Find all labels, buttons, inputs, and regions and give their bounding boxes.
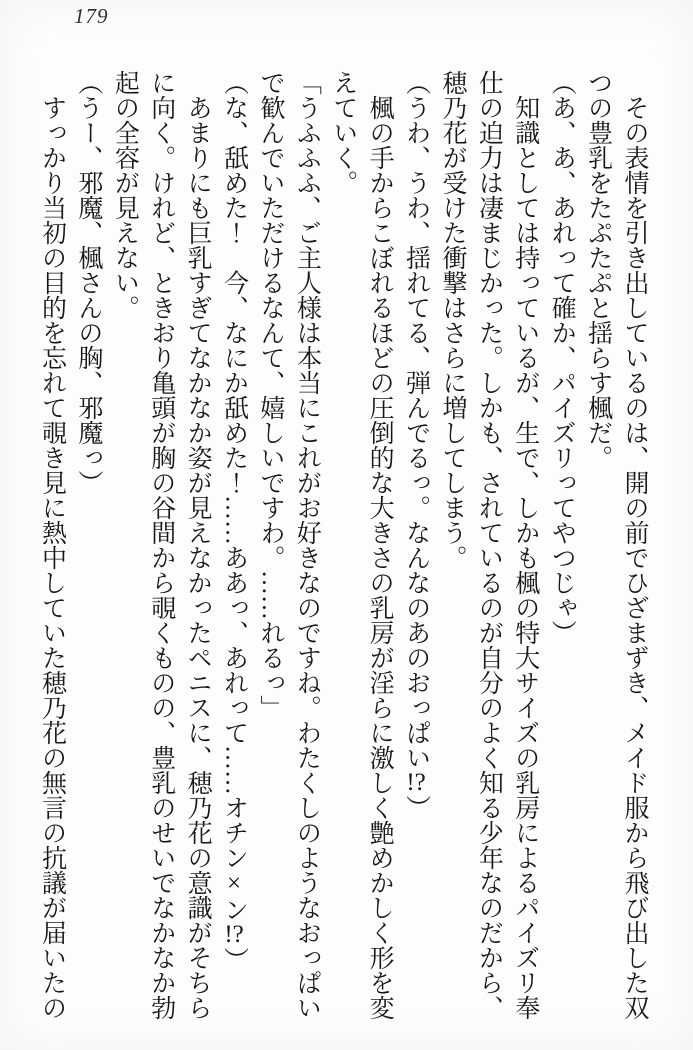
text-line: 起の全容が見えない。 [111, 70, 139, 320]
text-line: （うわ、うわ、揺れてる、弾んでるっ。なんなのあのおっぱい!?） [402, 70, 430, 820]
text-line: 仕の迫力は凄まじかった。しかも、されているのが自分のよく知る少年なのだから、 [475, 70, 503, 1020]
text-line: えていく。 [329, 70, 357, 195]
text-line: 知識としては持っているが、生で、しかも楓の特大サイズの乳房によるパイズリ奉 [511, 70, 539, 1020]
paragraph [252, 70, 325, 1022]
paragraph [106, 70, 215, 1022]
text-line: 「うふふふ、ご主人様は本当にこれがお好きなのですね。わたくしのようなおっぱい [293, 70, 321, 1020]
text-line: 楓の手からこぼれるほどの圧倒的な大きさの乳房が淫らに激しく艶めかしく形を変 [366, 70, 394, 1020]
text-line: に向く。けれど、ときおり亀頭が胸の谷間から覗くものの、豊乳のせいでなかなか勃 [147, 70, 175, 1020]
text-line: 穂乃花が受けた衝撃はさらに増してしまう。 [438, 70, 466, 570]
paragraph [70, 70, 106, 1022]
paragraph [434, 70, 543, 1022]
text-line: すっかり当初の目的を忘れて覗き見に熱中していた穂乃花の無言の抗議が届いたの [38, 70, 66, 1020]
paragraph [33, 70, 69, 1022]
text-block [33, 70, 652, 1022]
text-line: （あ、あ、あれって確か、パイズリってやつじゃ） [548, 70, 576, 645]
text-line: あまりにも巨乳すぎてなかなか姿が見えなかったペニスに、穂乃花の意識がそちら [184, 70, 212, 1020]
paragraph [543, 70, 579, 1022]
text-line: で歓んでいただけるなんて、嬉しいですわ。……れるっ」 [256, 70, 284, 720]
text-line: （な、舐めた！ 今、なにか舐めた！……ああっ、あれって……オチン×ン!?） [220, 70, 248, 972]
page-number: 179 [74, 4, 109, 28]
text-line: その表情を引き出しているのは、開の前でひざまずき、メイド服から飛び出した双 [621, 70, 648, 1020]
paragraph [215, 70, 251, 1022]
paragraph [324, 70, 397, 1022]
paragraph [397, 70, 433, 1022]
text-line: つの豊乳をたぷたぷと揺らす楓だ。 [584, 70, 612, 470]
text-line: （うー、邪魔、楓さんの胸、邪魔っ） [74, 70, 102, 495]
paragraph [579, 70, 652, 1022]
